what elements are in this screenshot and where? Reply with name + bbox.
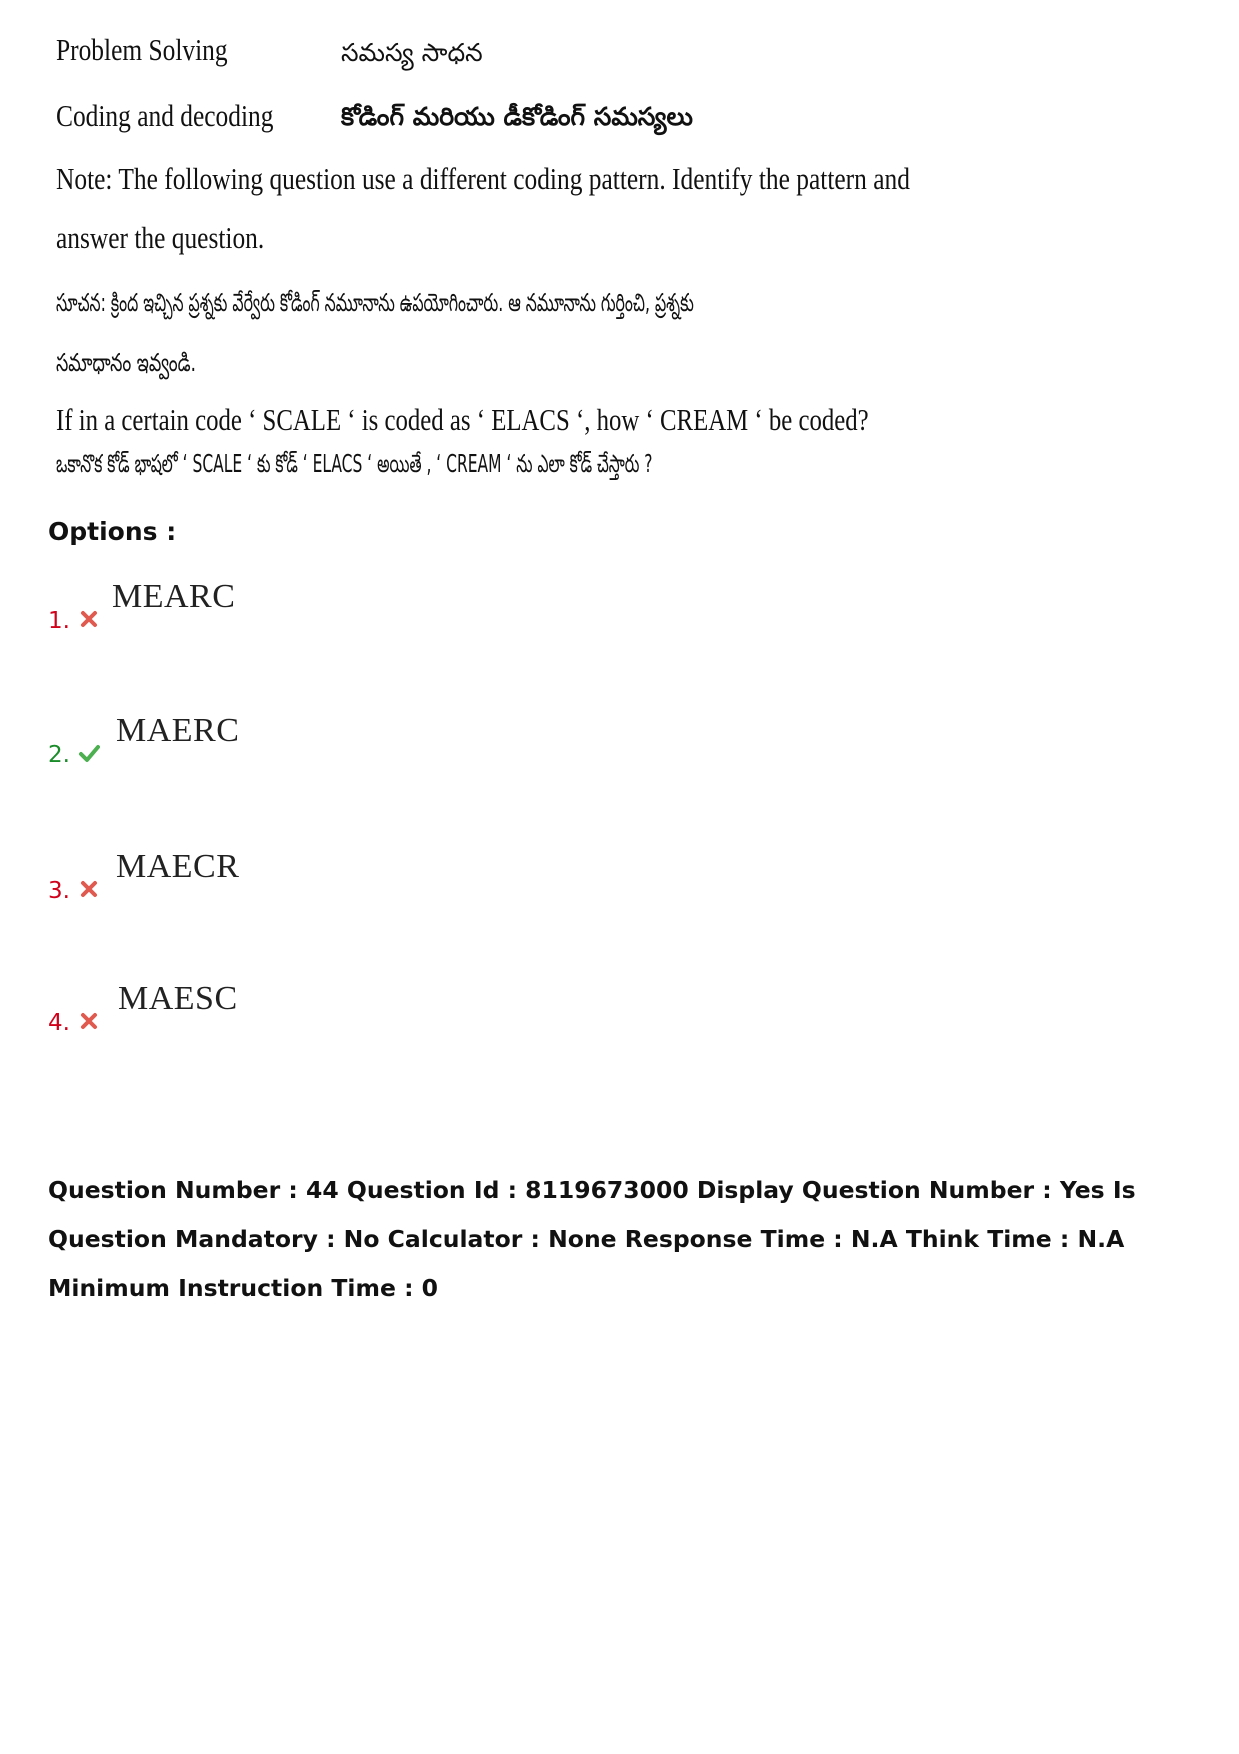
options-label: Options :: [48, 517, 177, 546]
subject-telugu: సమస్య సాధన: [341, 38, 483, 67]
option-3: [48, 848, 448, 908]
topic-telugu: కోడింగ్ మరియు డీకోడింగ్ సమస్యలు: [341, 102, 693, 131]
note-english-line2: answer the question.: [56, 220, 265, 255]
note-telugu-line1: సూచన: క్రింద ఇచ్చిన ప్రశ్నకు వేర్వేరు కోడింగ్ నమూనాను ఉపయోగించారు. ఆ నమూనాను గుర్తించి, ప్రశ్నకు: [56, 288, 694, 317]
cross-icon: [78, 608, 100, 630]
question-metadata: Question Number : 44 Question Id : 8119673000 Display Question Number : Yes Is Question Mandatory : No Calculator : None Response Time : N.A Think Time : N.A Minimum Instruction Time : 0: [48, 1176, 1136, 1302]
option-value: MEARC: [112, 578, 236, 615]
option-number: 3.: [48, 878, 70, 904]
question-telugu: ఒకానొక కోడ్ భాషలో ‘ SCALE ‘ కు కోడ్ ‘ ELACS ‘ అయితే , ‘ CREAM ‘ ను ఎలా కోడ్ చేస్తారు ?: [56, 449, 653, 478]
option-number: 1.: [48, 608, 70, 634]
option-number: 2.: [48, 742, 70, 768]
note-telugu-line2: సమాధానం ఇవ్వండి.: [56, 348, 197, 377]
option-2: [48, 712, 448, 772]
question-english: If in a certain code ‘ SCALE ‘ is coded as ‘ ELACS ‘, how ‘ CREAM ‘ be coded?: [56, 402, 869, 437]
option-1: [48, 578, 448, 638]
option-value: MAERC: [116, 712, 240, 749]
check-icon: [78, 742, 100, 764]
subject-english: Problem Solving: [56, 32, 228, 67]
option-value: MAECR: [116, 848, 240, 885]
topic-english: Coding and decoding: [56, 98, 274, 133]
cross-icon: [78, 878, 100, 900]
note-english-line1: Note: The following question use a different coding pattern. Identify the pattern and: [56, 161, 910, 196]
option-4: [48, 980, 448, 1040]
option-number: 4.: [48, 1010, 70, 1036]
option-value: MAESC: [118, 980, 238, 1017]
cross-icon: [78, 1010, 100, 1032]
